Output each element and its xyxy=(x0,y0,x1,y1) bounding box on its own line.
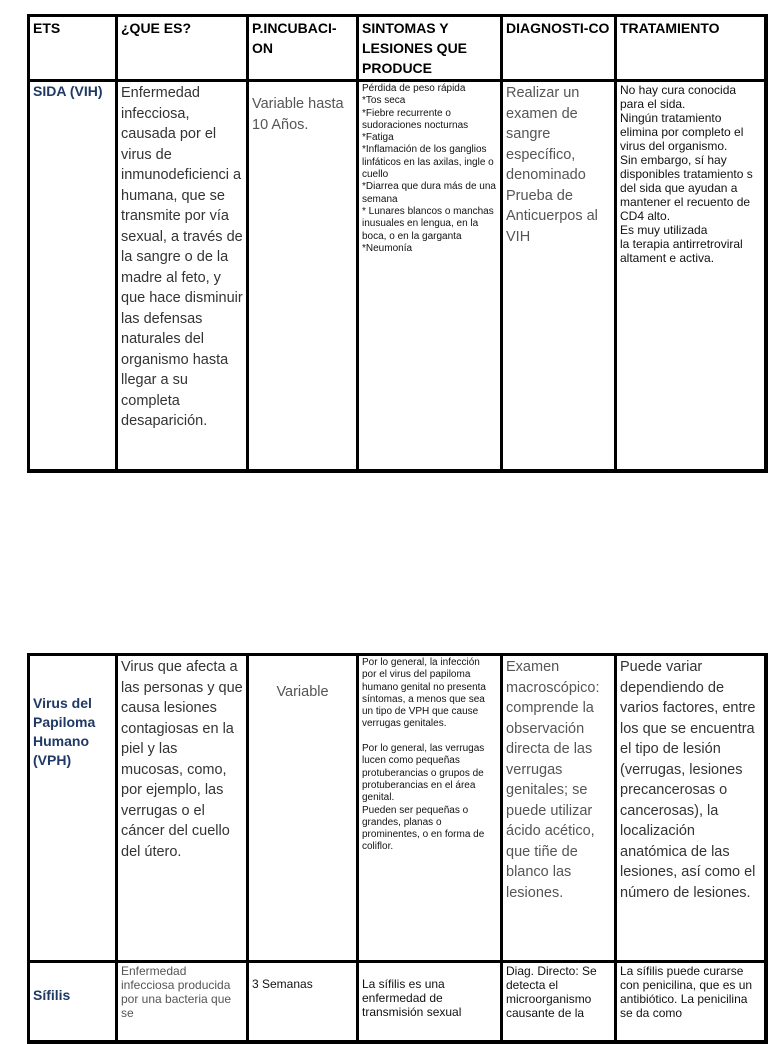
diagnostico-cell: Examen macroscópico: comprende la observación directa de las verrugas genitales; se puede utilizar ácido acético, que tiñe de blanco las lesiones. xyxy=(501,656,615,961)
table-row xyxy=(30,656,765,961)
header-sintomas: SINTOMAS Y LESIONES QUE PRODUCE xyxy=(357,17,501,80)
ets-name-cell: SIDA (VIH) xyxy=(30,80,116,470)
ets-table-bottom xyxy=(27,653,768,1044)
header-tratamiento: TRATAMIENTO xyxy=(615,17,765,80)
diagnostico-cell: Realizar un examen de sangre específico, denominado Prueba de Anticuerpos al VIH xyxy=(501,80,615,470)
sintomas-cell: Pérdida de peso rápida *Tos seca *Fiebre recurrente o sudoraciones nocturnas *Fatiga *Inflamación de los ganglios linfáticos en las axilas, ingle o cuello *Diarrea que dura más de una semana * Lunares blancos o manchas inusuales en lengua, en la boca, o en la garganta *Neumonía xyxy=(357,80,501,470)
tratamiento-cell: Puede variar dependiendo de varios factores, entre los que se encuentra el tipo de lesión (verrugas, lesiones precancerosas o cancerosas), la localización anatómica de las lesiones, así como el número de lesiones. xyxy=(615,656,765,961)
header-incubacion: P.INCUBACI-ON xyxy=(247,17,357,80)
header-que-es: ¿QUE ES? xyxy=(116,17,247,80)
que-es-cell: Virus que afecta a las personas y que causa lesiones contagiosas en la piel y las mucosas, como, por ejemplo, las verrugas o el cáncer del cuello del útero. xyxy=(116,656,247,961)
ets-name-cell: Sífilis xyxy=(30,961,116,1041)
table-row xyxy=(30,80,765,470)
que-es-cell: Enfermedad infecciosa producida por una bacteria que se xyxy=(116,961,247,1041)
header-ets: ETS xyxy=(30,17,116,80)
diagnostico-cell: Diag. Directo: Se detecta el microorganismo causante de la xyxy=(501,961,615,1041)
sintomas-cell: La sífilis es una enfermedad de transmisión sexual xyxy=(357,961,501,1041)
tratamiento-cell: No hay cura conocida para el sida. Ningún tratamiento elimina por completo el virus del organismo. Sin embargo, sí hay disponibles tratamiento s del sida que ayudan a mantener el recuento de CD4 alto. Es muy utilizada la terapia antirretroviral altament e activa. xyxy=(615,80,765,470)
tratamiento-cell: La sífilis puede curarse con penicilina, que es un antibiótico. La penicilina se da como xyxy=(615,961,765,1041)
ets-table-top xyxy=(27,14,768,473)
table-header-row xyxy=(30,17,765,80)
incubacion-cell: Variable xyxy=(247,656,357,961)
ets-name-cell: Virus del Papiloma Humano (VPH) xyxy=(30,656,116,961)
header-diagnostico: DIAGNOSTI-CO xyxy=(501,17,615,80)
incubacion-cell: 3 Semanas xyxy=(247,961,357,1041)
incubacion-cell: Variable hasta 10 Años. xyxy=(247,80,357,470)
que-es-cell: Enfermedad infecciosa, causada por el virus de inmunodeficienci a humana, que se transmite por vía sexual, a través de la sangre o de la madre al feto, y que hace disminuir las defensas naturales del organismo hasta llegar a su completa desaparición. xyxy=(116,80,247,470)
table-row xyxy=(30,961,765,1041)
sintomas-cell: Por lo general, la infección por el virus del papiloma humano genital no presenta síntomas, a menos que sea un tipo de VPH que cause verrugas genitales. Por lo general, las verrugas lucen como pequeñas protuberancias o grupos de protuberancias en el área genital. Pueden ser pequeñas o grandes, planas o prominentes, o en forma de coliflor. xyxy=(357,656,501,961)
